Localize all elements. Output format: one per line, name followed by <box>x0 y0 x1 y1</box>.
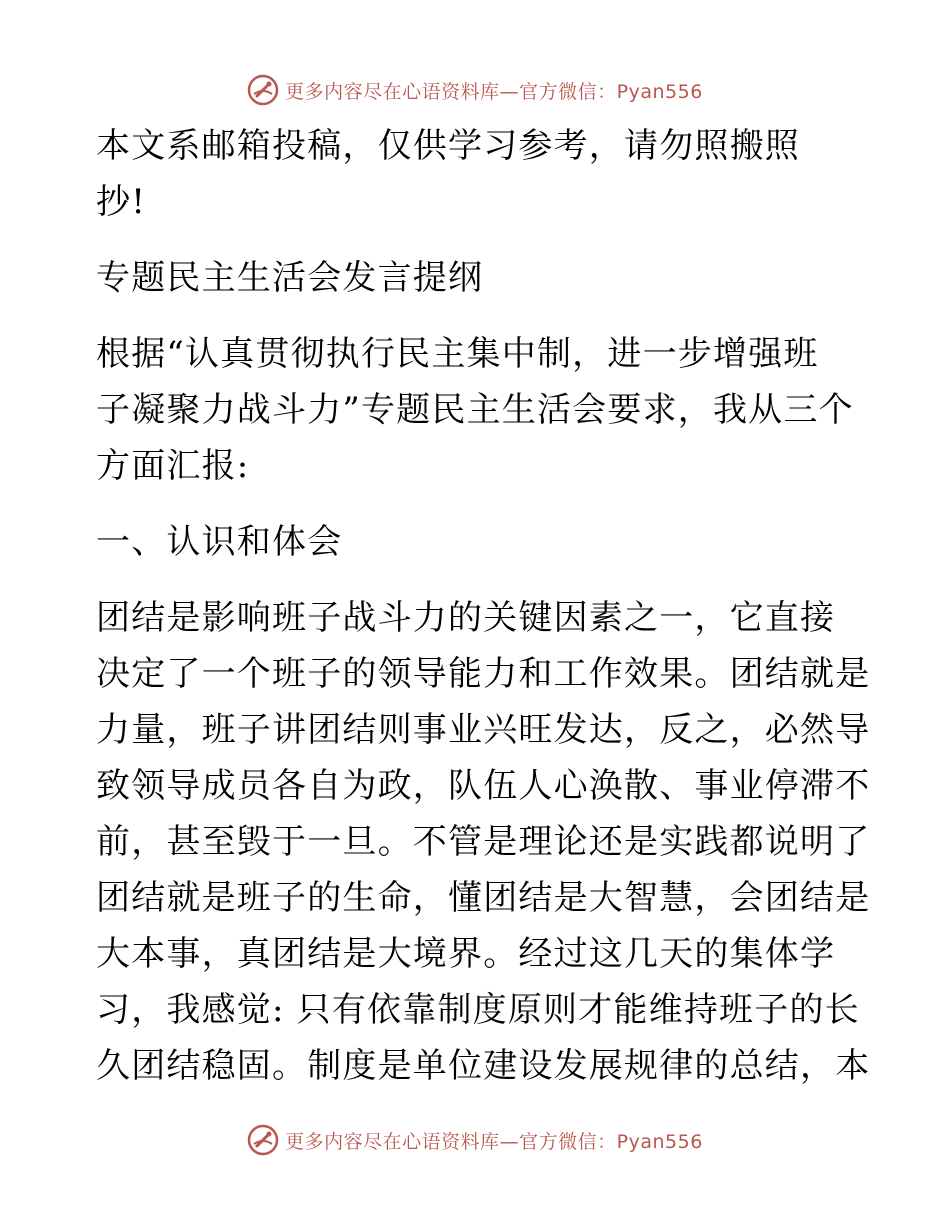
text-line: 本文系邮箱投稿，仅供学习参考，请勿照搬照 <box>96 126 800 166</box>
text-line: 团结就是班子的生命，懂团结是大智慧，会团结是 <box>96 878 871 918</box>
text-line: 子凝聚力战斗力”专题民主生活会要求，我从三个 <box>96 390 854 430</box>
section-heading: 一、认识和体会 <box>96 522 343 562</box>
paragraph-section-heading <box>96 514 856 570</box>
watermark-text: 更多内容尽在心语资料库—官方微信：Pyan556 <box>285 80 703 103</box>
book-pen-logo-icon <box>247 74 279 106</box>
document-title: 专题民主生活会发言提纲 <box>96 258 484 298</box>
paragraph-intro <box>96 326 856 494</box>
text-line: 久团结稳固。制度是单位建设发展规律的总结，本 <box>96 1046 871 1086</box>
book-pen-logo-icon <box>247 1124 279 1156</box>
paragraph-notice <box>96 118 856 230</box>
text-line: 抄! <box>96 182 147 222</box>
paragraph-title <box>96 250 856 306</box>
text-line: 方面汇报: <box>96 446 250 486</box>
watermark-text: 更多内容尽在心语资料库—官方微信：Pyan556 <box>285 1130 703 1153</box>
text-line: 团结是影响班子战斗力的关键因素之一，它直接 <box>96 598 836 638</box>
text-line: 大本事，真团结是大境界。经过这几天的集体学 <box>96 934 836 974</box>
paragraph-body <box>96 590 871 1094</box>
header-watermark <box>0 70 950 110</box>
footer-watermark <box>0 1120 950 1160</box>
text-line: 根据“认真贯彻执行民主集中制，进一步增强班 <box>96 334 819 374</box>
text-line: 前，甚至毁于一旦。不管是理论还是实践都说明了 <box>96 822 871 862</box>
text-line: 力量，班子讲团结则事业兴旺发达，反之，必然导 <box>96 710 871 750</box>
text-line: 决定了一个班子的领导能力和工作效果。团结就是 <box>96 654 871 694</box>
document-body <box>96 118 871 1114</box>
text-line: 习，我感觉: 只有依靠制度原则才能维持班子的长 <box>96 990 860 1030</box>
text-line: 致领导成员各自为政，队伍人心涣散、事业停滞不 <box>96 766 871 806</box>
